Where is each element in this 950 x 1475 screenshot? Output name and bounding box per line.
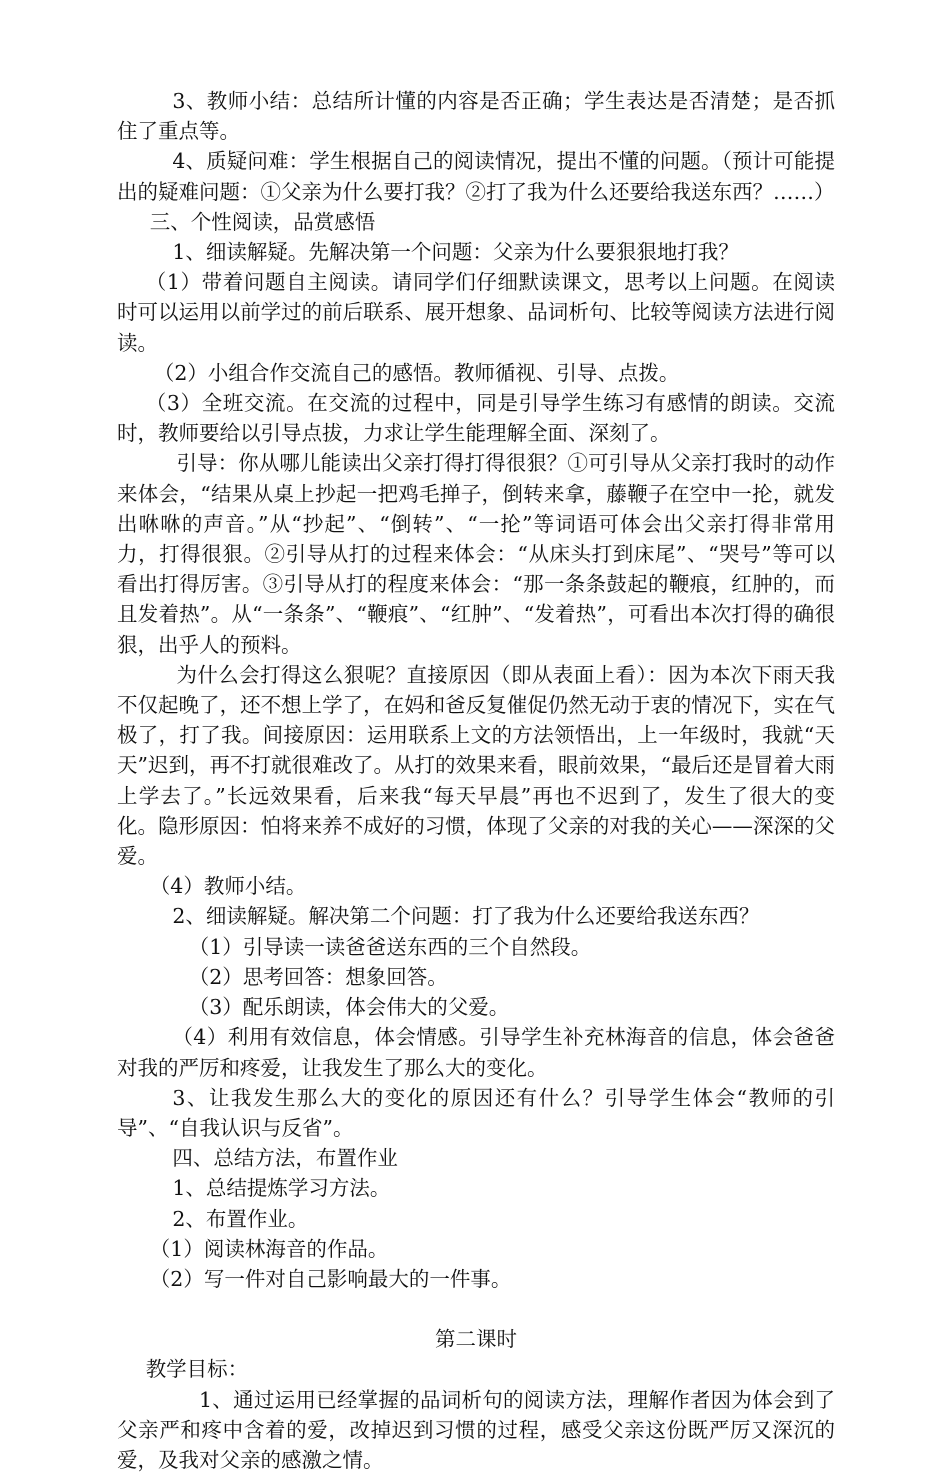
paragraph-sub-3: （3）配乐朗读，体会伟大的父爱。 [188,995,510,1020]
paragraph-questions: 4、质疑问难：学生根据自己的阅读情况，提出不懂的问题。（预计可能提出的疑难问题：①父亲为什么要打我？②打了我为什么还要给我送东西？……） [117,149,835,204]
document-page [117,86,835,1475]
paragraph-step-4: （4）教师小结。 [149,874,307,899]
paragraph-read-2: 2、细读解疑。解决第二个问题：打了我为什么还要给我送东西？ [172,904,760,929]
paragraph-guide: 引导：你从哪儿能读出父亲打得打得很狠？①可引导从父亲打我时的动作来体会，“结果从桌上抄起一把鸡毛掸子，倒转来拿，藤鞭子在空中一抡，就发出咻咻的声音。”从“抄起”、“倒转”、“一抡”等词语可体会出父亲打得非常用力，打得很狠。②引导从打的过程来体会：“从床头打到床尾”、“哭号”等可以看出打得厉害。③引导从打的程度来体会：“那一条条鼓起的鞭痕，红肿的，而且发着热”。从“一条条”、“鞭痕”、“红肿”、“发着热”，可看出本次打得的确很狠，出乎人的预料。 [117,451,835,657]
paragraph-step-1: （1）带着问题自主阅读。请同学们仔细默读课文，思考以上问题。在阅读时可以运用以前学过的前后联系、展开想象、品词析句、比较等阅读方法进行阅读。 [117,270,835,355]
paragraph-read-1: 1、细读解疑。先解决第一个问题：父亲为什么要狠狠地打我？ [172,240,739,265]
goal-1: 1、通过运用已经掌握的品词析句的阅读方法，理解作者因为体会到了父亲严和疼中含着的爱，改掉迟到习惯的过程，感受父亲这份既严厉又深沉的爱，及我对父亲的感激之情。 [117,1387,835,1472]
goals-label: 教学目标： [145,1357,249,1382]
paragraph-reason: 为什么会打得这么狠呢？直接原因（即从表面上看）：因为本次下雨天我不仅起晚了，还不想上学了，在妈和爸反复催促仍然无动于衷的情况下，实在气极了，打了我。间接原因：运用联系上文的方法领悟出，上一年级时，我就“天天”迟到，再不打就很难改了。从打的效果来看，眼前效果，“最后还是冒着大雨上学去了。”长远效果看，后来我“每天早晨”再也不迟到了，发生了很大的变化。隐形原因：怕将来养不成好的习惯，体现了父亲的对我的关心——深深的父爱。 [117,662,835,869]
paragraph-sub-2: （2）思考回答：想象回答。 [188,964,448,989]
paragraph-homework-1: （1）阅读林海音的作品。 [149,1236,389,1261]
paragraph-change-reason: 3、让我发生那么大的变化的原因还有什么？引导学生体会“教师的引导”、“自我认识与反省”。 [117,1085,835,1140]
paragraph-step-2: （2）小组合作交流自己的感悟。教师循视、引导、点拨。 [153,360,680,385]
paragraph-teacher-summary: 3、教师小结：总结所计懂的内容是否正确；学生表达是否清楚；是否抓住了重点等。 [117,89,835,144]
heading-section-4: 四、总结方法，布置作业 [172,1146,398,1171]
paragraph-homework-2: （2）写一件对自己影响最大的一件事。 [149,1266,512,1291]
section-title: 第二课时 [435,1327,517,1352]
paragraph-homework: 2、布置作业。 [172,1206,309,1231]
paragraph-sub-4: （4）利用有效信息，体会情感。引导学生补充林海音的信息，体会爸爸对我的严厉和疼爱，让我发生了那么大的变化。 [117,1025,835,1080]
paragraph-summary-method: 1、总结提炼学习方法。 [172,1176,391,1201]
heading-section-3: 三、个性阅读，品赏感悟 [149,209,376,234]
paragraph-step-3: （3）全班交流。在交流的过程中，同是引导学生练习有感情的朗读。交流时，教师要给以引导点拔，力求让学生能理解全面、深刻了。 [117,391,835,446]
paragraph-sub-1: （1）引导读一读爸爸送东西的三个自然段。 [188,934,592,959]
